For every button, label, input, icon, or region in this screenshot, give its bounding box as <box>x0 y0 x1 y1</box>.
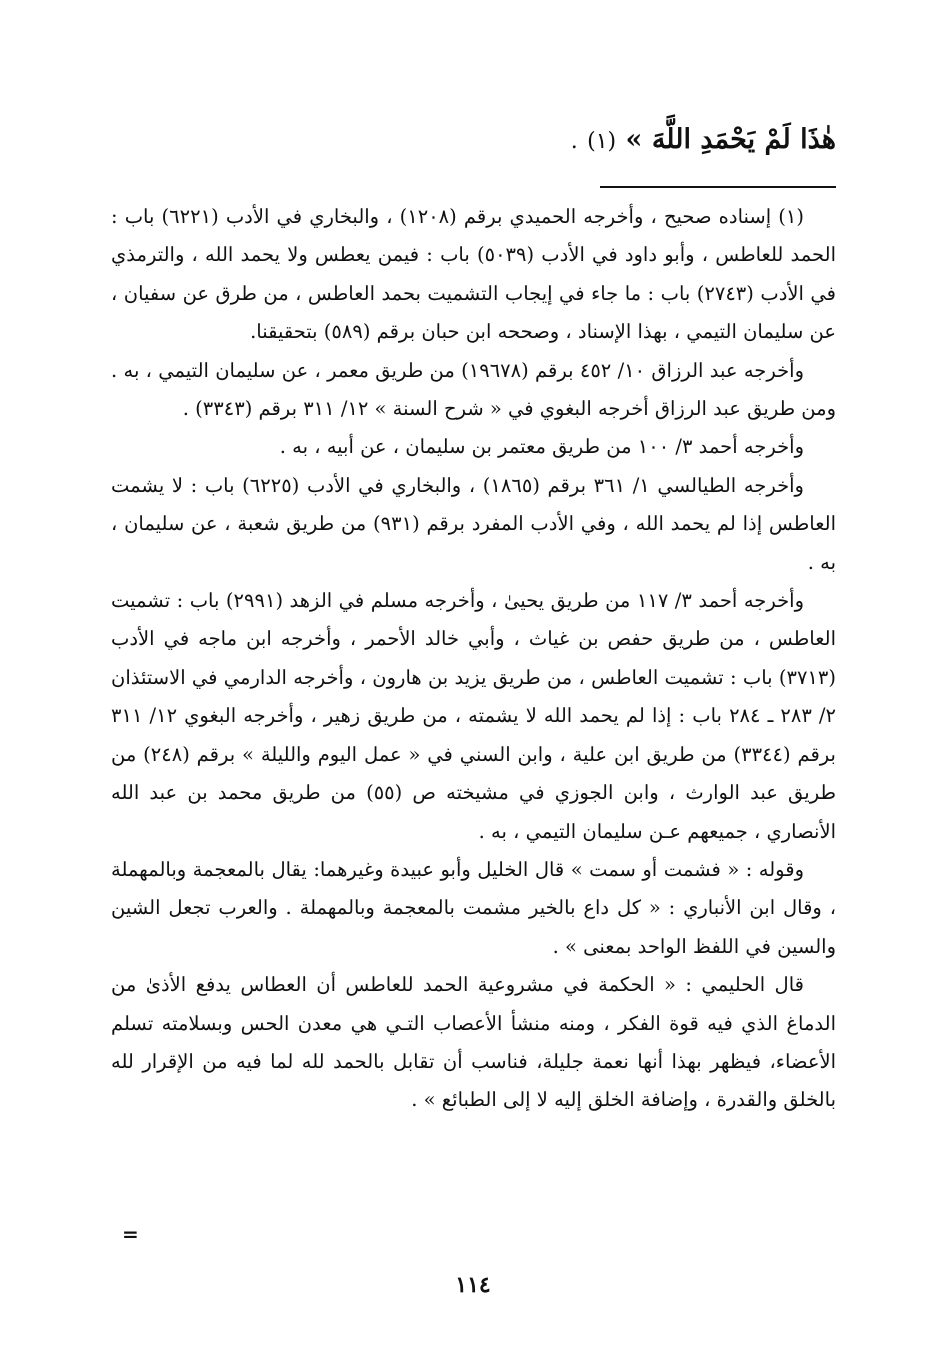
footnote-paragraph: (١) إسناده صحيح ، وأخرجه الحميدي برقم (١٢٠٨) ، والبخاري في الأدب (٦٢٢١) باب : الحمد للعاطس ، وأبو داود في الأدب (٥٠٣٩) باب : فيمن يعطس ولا يحمد الله ، والترمذي في الأدب (٢٧٤٣) باب : ما جاء في إيجاب التشميت بحمد العاطس ، من طرق عن سفيان ، عن سليمان التيمي ، بهذا الإسناد ، وصححه ابن حبان برقم (٥٨٩) بتحقيقنا. <box>111 205 836 344</box>
hadith-text: هٰذَا لَمْ يَحْمَدِ اللَّهَ » <box>625 124 836 155</box>
footnote-separator <box>600 186 836 188</box>
continuation-mark: = <box>122 1222 139 1246</box>
footnote-paragraph: وأخرجه الطيالسي ١/ ٣٦١ برقم (١٨٦٥) ، والبخاري في الأدب (٦٢٢٥) باب : لا يشمت العاطس إذا لم يحمد الله ، وفي الأدب المفرد برقم (٩٣١) من طريق شعبة ، عن سليمان ، به . <box>111 473 837 574</box>
footnote-paragraph: وقوله : « فشمت أو سمت » قال الخليل وأبو عبيدة وغيرهما: يقال بالمعجمة وبالمهملة ، وقال ابن الأنباري : « كل داع بالخير مشمت بالمعجمة وبالمهملة . والعرب تجعل الشين والسين في اللفظ الواحد بمعنى » . <box>111 857 836 958</box>
footnote-paragraph: وأخرجه أحمد ٣/ ١١٧ من طريق يحيىٰ ، وأخرجه مسلم في الزهد (٢٩٩١) باب : تشميت العاطس ، من طريق حفص بن غياث ، وأبي خالد الأحمر ، وأخرجه ابن ماجه في الأدب (٣٧١٣) باب : تشميت العاطس ، من طريق يزيد بن هارون ، وأخرجه الدارمي في الاستئذان ٢/ ٢٨٣ ـ ٢٨٤ باب : إذا لم يحمد الله لا يشمته ، من طريق زهير ، وأخرجه البغوي ١٢/ ٣١١ برقم (٣٣٤٤) من طريق ابن علية ، وابن السني في « عمل اليوم والليلة » برقم (٢٤٨) من طريق عبد الوارث ، وابن الجوزي في مشيخته ص (٥٥) من طريق محمد بن عبد الله الأنصاري ، جميعهم عـن سليمان التيمي ، به . <box>111 589 836 843</box>
page-number: ١١٤ <box>455 1272 491 1298</box>
footnote-paragraph: وأخرجه عبد الرزاق ١٠/ ٤٥٢ برقم (١٩٦٧٨) من طريق معمر ، عن سليمان التيمي ، به . ومن طريق عبد الرزاق أخرجه البغوي في « شرح السنة » ١٢/ ٣١١ برقم (٣٣٤٣) . <box>111 358 836 421</box>
footnote-paragraph: قال الحليمي : « الحكمة في مشروعية الحمد للعاطس أن العطاس يدفع الأذىٰ من الدماغ الذي فيه قوة الفكر ، ومنه منشأ الأعصاب التـي هي معدن الحس وبسلامته تسلم الأعضاء، فيظهر بهذا أنها نعمة جليلة، فناسب أن تقابل بالحمد لله لما فيه من الإقرار لله بالخلق والقدرة ، وإضافة الخلق إليه لا إلى الطبائع » . <box>111 973 836 1112</box>
footnote-reference: (١) <box>587 129 617 154</box>
footnotes <box>111 198 836 1120</box>
hadith-text-end <box>571 124 836 155</box>
hadith-period: . <box>570 129 578 154</box>
footnote-paragraph: وأخرجه أحمد ٣/ ١٠٠ من طريق معتمر بن سليمان ، عن أبيه ، به . <box>279 435 804 459</box>
